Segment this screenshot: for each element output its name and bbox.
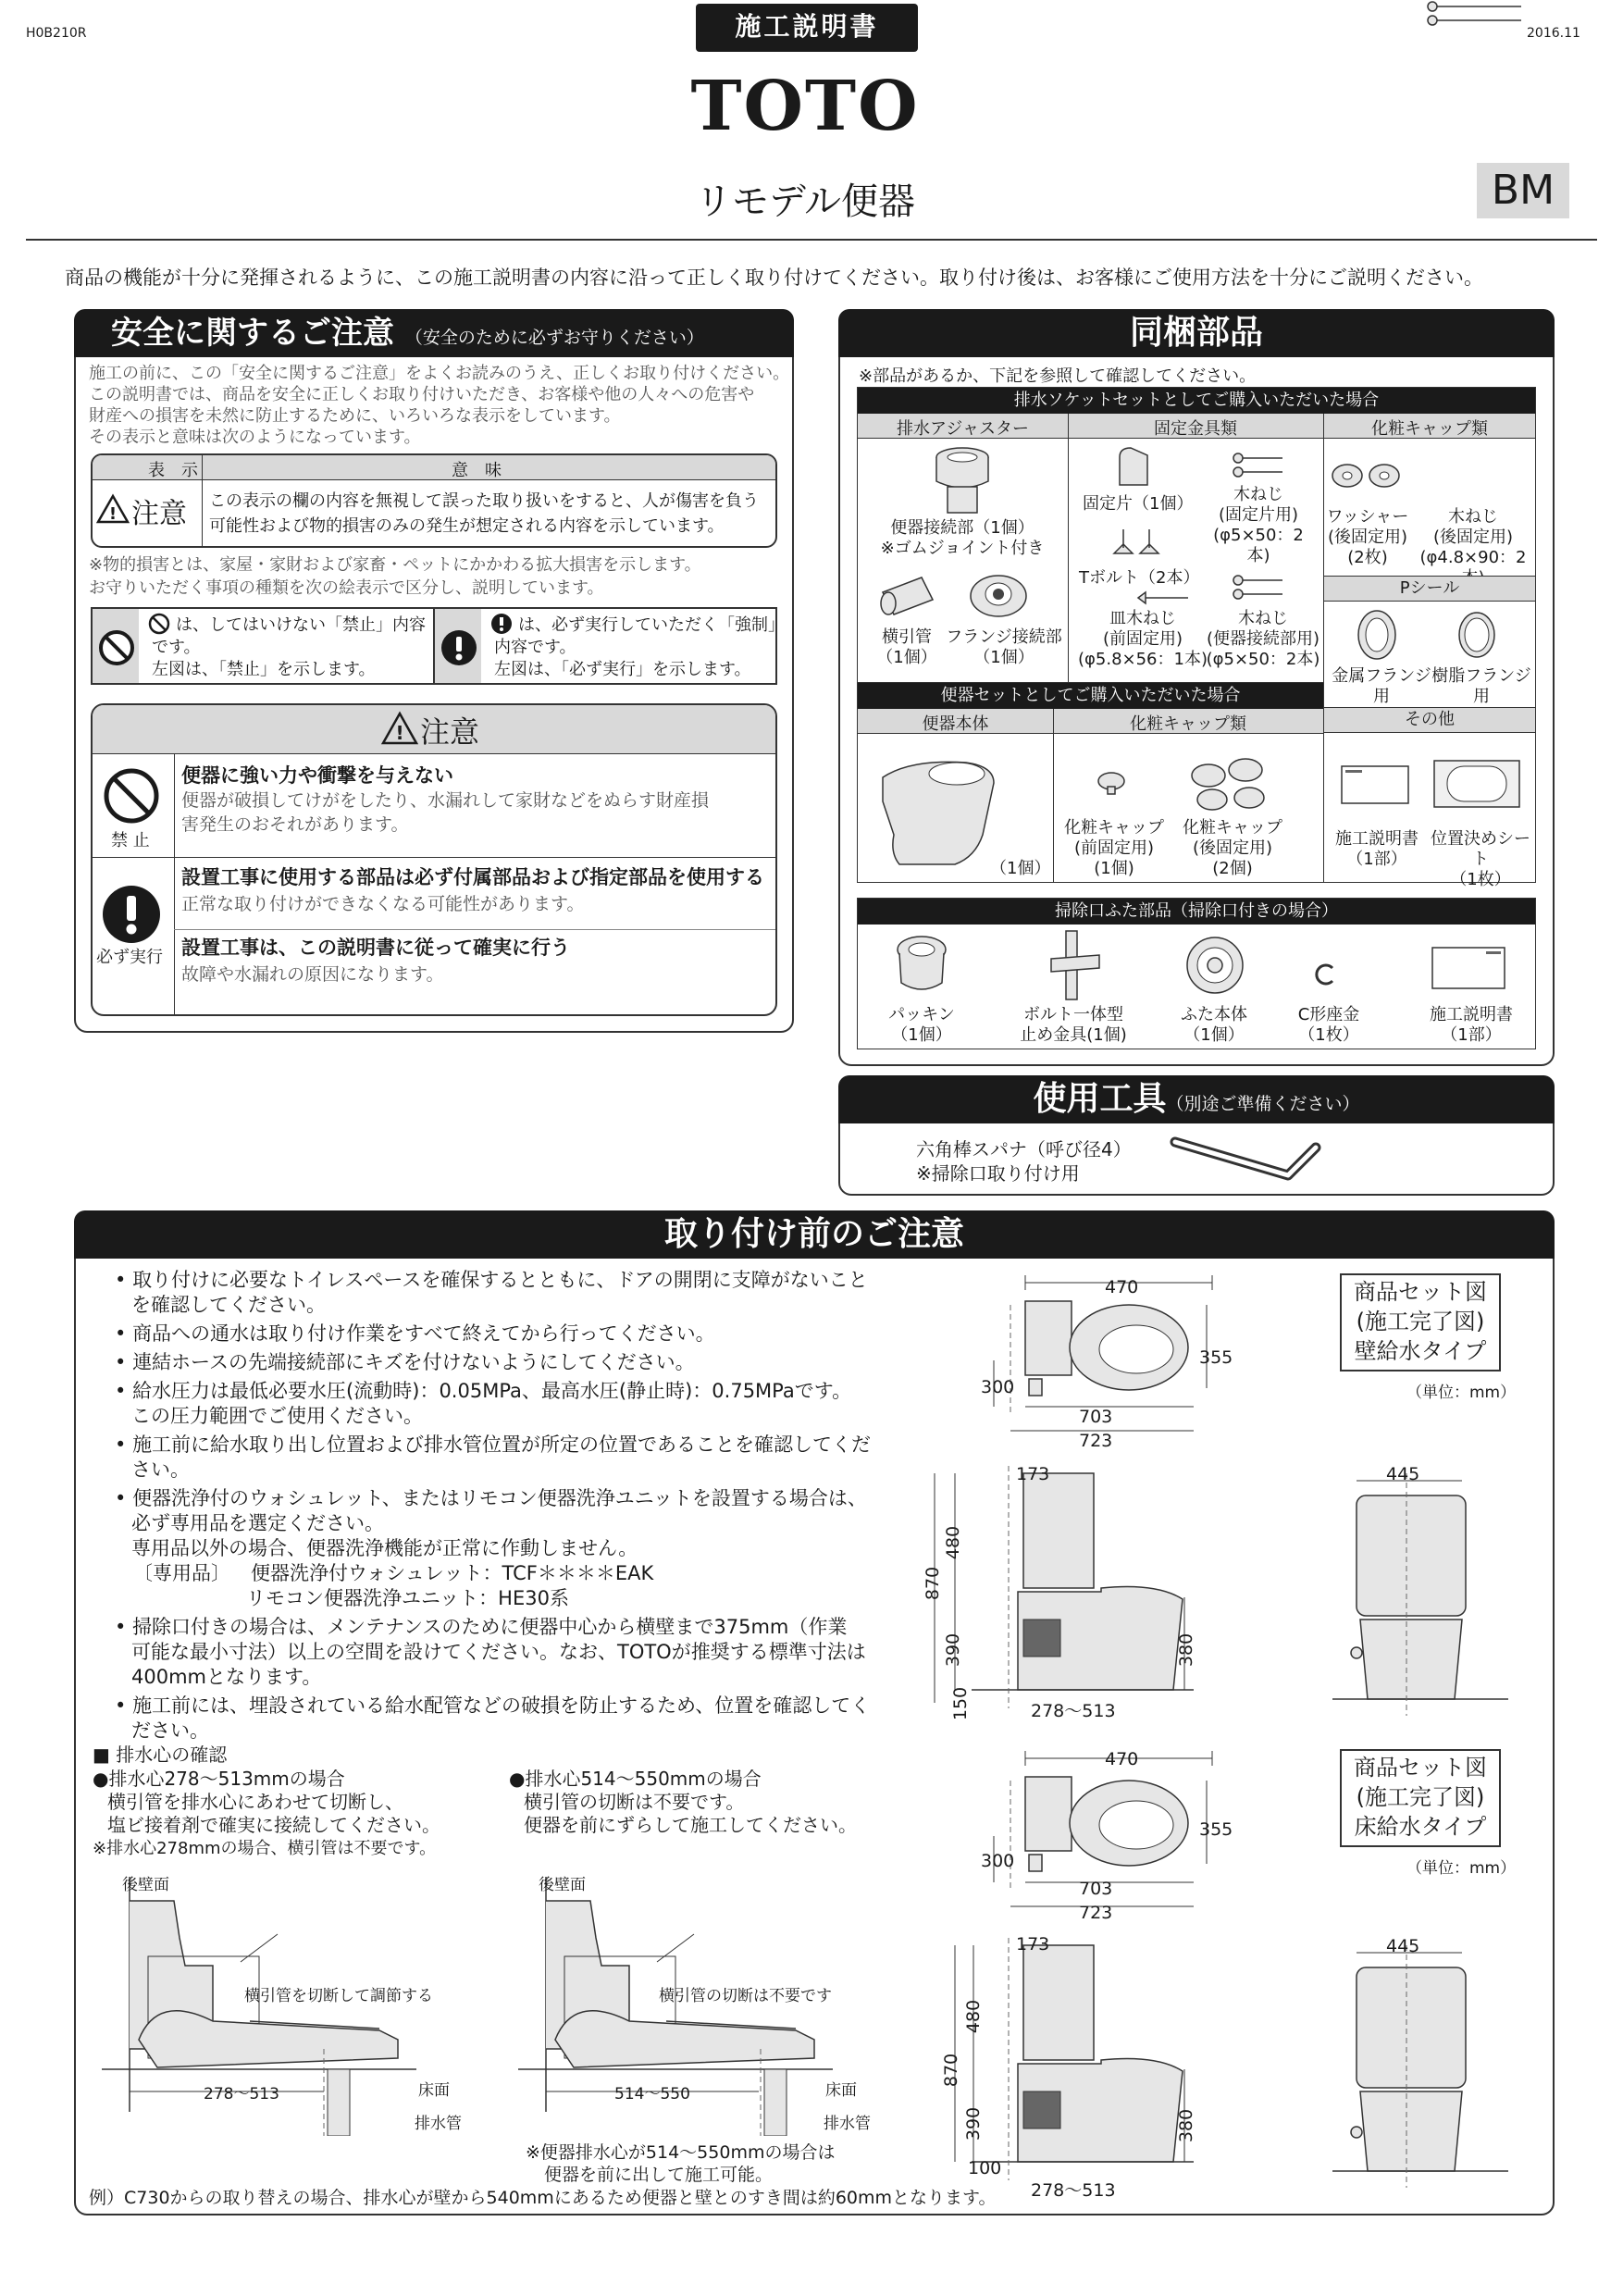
list-item: • 掃除口付きの場合は、メンテナンスのために便器中心から横壁まで375mm（作業 可能な最小寸法）以上の空間を設けてください。なお、TOTOが推奨する標準寸法は 400mmとなります。	[115, 1616, 866, 1688]
socket-set-title: 排水ソケットセットとしてご購入いただいた場合	[858, 388, 1535, 414]
col-cap2: 化粧キャップ類	[1130, 714, 1246, 734]
top-view-diagram-2	[925, 1744, 1231, 1919]
sheet-label: 位置決めシート （1枚）	[1431, 829, 1530, 889]
dim1-355: 355	[1199, 1347, 1233, 1368]
c-washer-image	[1312, 961, 1340, 988]
pseal-resin-image	[1455, 609, 1499, 661]
tools-title: 使用工具	[1033, 1080, 1167, 1118]
doc-date: 2016.11	[1527, 26, 1580, 41]
front-view-diagram-2	[1332, 1940, 1518, 2190]
other-header: その他	[1324, 708, 1535, 732]
pseal-metal-label: 金属フランジ用	[1332, 666, 1431, 706]
wall-label-2: 後壁面	[539, 1876, 586, 1894]
tool-note: ※掃除口取り付け用	[916, 1162, 1080, 1185]
packing-label: パッキン （1個）	[888, 1005, 955, 1045]
table-head-meaning: 意 味	[452, 461, 502, 480]
floor-label-2: 床面	[825, 2081, 857, 2100]
diagram2-label: 商品セット図 (施工完了図) 床給水タイプ	[1354, 1755, 1487, 1840]
dim1-278: 278～513	[1031, 1701, 1116, 1721]
case2-note: ※便器排水心が514～550mmの場合は 便器を前に出して施工可能。	[526, 2142, 836, 2185]
callout-2: 横引管の切断は不要です	[659, 1987, 832, 2005]
drain-case-1: ●排水心278～513mmの場合 横引管を排水心にあわせて切断し、 塩ビ接着剤で確実に接続してください。 ※排水心278mmの場合、横引管は不要です。	[93, 1768, 440, 1858]
prohibit-icon	[98, 629, 135, 666]
screw3-image	[1231, 574, 1286, 602]
svg-text:!: !	[108, 504, 118, 524]
caution-triangle-icon	[381, 711, 418, 746]
col-bowl: 便器本体	[922, 714, 989, 734]
diagram1-unit: （単位：mm）	[1406, 1384, 1517, 1402]
bolt-bracket-label: ボルト一体型 止め金具(1個)	[1020, 1005, 1127, 1045]
tbolt-label: Tボルト（2本）	[1079, 568, 1200, 588]
doc-type-badge: 施工説明書	[696, 4, 918, 52]
dim1-703: 703	[1079, 1407, 1113, 1427]
caution-item-1-title: 便器に強い力や衝撃を与えない	[181, 764, 453, 787]
list-item: • 商品への通水は取り付け作業をすべて終えてから行ってください。	[115, 1322, 715, 1345]
caution-item-2-desc: 正常な取り付けができなくなる可能性があります。	[181, 894, 585, 914]
model-badge: BM	[1477, 163, 1569, 218]
bolt-bracket-image	[1046, 929, 1107, 1003]
caution-label: 注意	[131, 498, 187, 530]
pseal-resin-label: 樹脂フランジ用	[1431, 666, 1531, 706]
dim1-380: 380	[1176, 1632, 1197, 1668]
lid-manual-label: 施工説明書 （1部）	[1430, 1005, 1513, 1045]
pseal-metal-image	[1355, 607, 1399, 663]
dim1-470: 470	[1105, 1277, 1139, 1297]
adjuster-label: 便器接続部（1個） ※ゴムジョイント付き	[880, 518, 1045, 558]
product-name: リモデル便器	[695, 180, 915, 223]
callout-1: 横引管を切断して調節する	[244, 1987, 433, 2005]
dim1-445: 445	[1386, 1464, 1420, 1484]
dim2-390: 390	[963, 2106, 985, 2141]
must-caption: 必ず実行	[96, 948, 163, 967]
prohibit-text: は、してはいけない「禁止」内容 です。 左図は、「禁止」を示します。	[152, 615, 426, 679]
diagram2-unit: （単位：mm）	[1406, 1859, 1517, 1878]
side-view-diagram-1	[916, 1462, 1212, 1712]
lid-image	[1183, 933, 1247, 998]
washer-image	[1331, 461, 1405, 490]
fix-piece-image	[1110, 444, 1157, 490]
flange-image	[966, 568, 1031, 624]
manual-label: 施工説明書 （1部）	[1335, 829, 1419, 869]
tool-item: 六角棒スパナ（呼び径4）	[916, 1138, 1132, 1160]
drain-label-2: 排水管	[824, 2115, 871, 2133]
list-item: • 取り付けに必要なトイレスペースを確保するとともに、ドアの開閉に支障がないこと を確認してください。	[115, 1269, 868, 1316]
screw3-label: 木ねじ (便器接続部用) (φ5×50：2本)	[1206, 609, 1320, 669]
packing-image	[888, 929, 955, 1003]
diagram1-label: 商品セット図 (施工完了図) 壁給水タイプ	[1354, 1279, 1487, 1364]
list-item: • 給水圧力は最低必要水圧(流動時)：0.05MPa、最高水圧(静止時)：0.75MPaです。 この圧力範囲でご使用ください。	[115, 1380, 852, 1427]
safety-subtitle: （安全のために必ずお守りください）	[404, 328, 704, 348]
must-do-icon-large	[102, 885, 161, 944]
bowl-image	[873, 746, 1003, 875]
drain-title: ■ 排水心の確認	[93, 1744, 228, 1766]
sheet-image	[1432, 759, 1521, 809]
lid-manual-image	[1431, 946, 1506, 990]
list-item: • 便器洗浄付のウォシュレット、またはリモコン便器洗浄ユニットを設置する場合は、 必ず専用品を選定ください。 専用品以外の場合、便器洗浄機能が正常に作動しません。	[115, 1487, 867, 1559]
pipe-label: 横引管 （1個）	[876, 627, 937, 667]
dim1-723: 723	[1079, 1431, 1113, 1451]
dim1-173: 173	[1016, 1464, 1050, 1484]
cap-front-label: 化粧キャップ (前固定用) (1個)	[1064, 818, 1164, 878]
list-item: • 施工前には、埋設されている給水配管などの破損を防止するため、位置を確認してく ださい。	[115, 1694, 871, 1742]
pseal-header: Pシール	[1324, 577, 1535, 601]
dim2-723: 723	[1079, 1903, 1113, 1923]
doc-code: H0B210R	[26, 26, 87, 41]
dim1-300: 300	[981, 1377, 1015, 1397]
dim2-703: 703	[1079, 1879, 1113, 1899]
col-cap: 化粧キャップ類	[1371, 419, 1488, 439]
must-do-icon	[440, 629, 477, 666]
bowl-set-title: 便器セットとしてご購入いただいた場合	[858, 683, 1323, 709]
dedicated-label: 〔専用品〕	[133, 1562, 230, 1584]
bowl-qty: （1個）	[990, 859, 1051, 878]
safety-title: 安全に関するご注意	[111, 315, 394, 352]
dim-2: 514～550	[614, 2085, 690, 2104]
prohibit-caption: 禁 止	[111, 831, 150, 850]
parts-note: ※部品があるか、下記を参照して確認してください。	[859, 366, 1257, 386]
col-adjuster: 排水アジャスター	[897, 419, 1029, 439]
cleanout-title: 掃除口ふた部品（掃除口付きの場合）	[858, 899, 1535, 925]
dim1-480: 480	[943, 1525, 964, 1560]
dim1-390: 390	[943, 1632, 964, 1668]
manual-image	[1340, 764, 1410, 805]
fix-piece-label: 固定片（1個）	[1083, 494, 1194, 514]
c-washer-label: C形座金 （1枚）	[1297, 1005, 1360, 1045]
tools-subtitle: （別途ご準備ください）	[1166, 1094, 1360, 1114]
dim2-380: 380	[1176, 2108, 1197, 2143]
caution-item-2-title: 設置工事に使用する部品は必ず付属部品および指定部品を使用する	[181, 866, 764, 888]
prohibit-icon-large	[102, 766, 161, 825]
wall-label-1: 後壁面	[122, 1876, 169, 1894]
svg-text:!: !	[395, 722, 404, 744]
top-view-diagram-1	[925, 1268, 1231, 1444]
dim2-173: 173	[1016, 1934, 1050, 1955]
safety-notes: ※物的損害とは、家屋・家財および家畜・ペットにかかわる拡大損害を示します。 お守りいただく事項の種類を次の絵表示で区分し、説明しています。	[89, 555, 701, 598]
dim2-445: 445	[1386, 1936, 1420, 1956]
dim2-355: 355	[1199, 1819, 1233, 1840]
dim2-870: 870	[941, 2053, 962, 2088]
cap-rear-label: 化粧キャップ (後固定用) (2個)	[1183, 818, 1282, 878]
dim1-870: 870	[923, 1566, 944, 1601]
dim2-480: 480	[963, 1999, 985, 2034]
precaution-list	[115, 1268, 871, 1744]
dim-1: 278～513	[204, 2085, 279, 2104]
caution-meaning: この表示の欄の内容を無視して誤った取り扱いをすると、人が傷害を負う 可能性および物的損害のみの発生が想定される内容を示しています。	[209, 491, 759, 536]
front-view-diagram-1	[1332, 1468, 1518, 1718]
caution-item-3-title: 設置工事は、この説明書に従って確実に行う	[181, 937, 570, 959]
list-item: • 連結ホースの先端接続部にキズを付けないようにしてください。	[115, 1351, 695, 1373]
dedicated-2: リモコン便器洗浄ユニット：HE30系	[246, 1587, 569, 1609]
dim2-300: 300	[981, 1851, 1015, 1871]
tbolt-image	[1109, 526, 1164, 563]
list-item: • 施工前に給水取り出し位置および排水管位置が所定の位置であることを確認してくだ さい。	[115, 1433, 872, 1481]
dim2-100: 100	[968, 2158, 1002, 2178]
screw4-image	[1425, 0, 1527, 28]
drain-case-2: ●排水心514～550mmの場合 横引管の切断は不要です。 便器を前にずらして施工してください。	[509, 1768, 857, 1836]
pipe-image	[875, 572, 940, 620]
caution-item-3-desc: 故障や水漏れの原因になります。	[181, 964, 444, 985]
brand-logo: TOTO	[690, 67, 920, 146]
col-fixing: 固定金具類	[1154, 419, 1237, 439]
safety-intro: 施工の前に、この「安全に関するご注意」をよくお読みのうえ、正しくお取り付けください。 この説明書では、商品を安全に正しくお取り付けいただき、お客様や他の人々への危害や 財産への損害を未然に防止するために、いろいろな表示をしています。 その表示と意味は次のようになっています。	[89, 364, 790, 447]
floor-label-1: 床面	[418, 2081, 450, 2100]
caution-title: 注意	[420, 714, 480, 750]
screw2-image	[1136, 589, 1192, 607]
dedicated-1: 便器洗浄付ウォシュレット：TCF＊＊＊＊EAK	[251, 1562, 654, 1584]
screw4-label: 木ねじ (後固定用) (φ4.8×90：2	[1419, 507, 1527, 567]
adjuster-image	[925, 444, 999, 518]
screw1-image	[1231, 452, 1286, 479]
must-text: は、必ず実行していただく「強制」 内容です。 左図は、「必ず実行」を示します。	[494, 615, 785, 679]
caution-item-1-desc: 便器が破損してけがをしたり、水漏れして家財などをぬらす財産損 害発生のおそれがあります。	[181, 790, 710, 835]
cap-rear-image	[1181, 755, 1273, 814]
drain-label-1: 排水管	[415, 2115, 462, 2133]
table-head-display: 表 示	[148, 461, 198, 480]
safety-header	[74, 309, 794, 357]
flange-label: フランジ接続部 （1個）	[946, 627, 1062, 667]
cap-front-image	[1096, 770, 1127, 796]
hex-wrench-image	[1170, 1129, 1327, 1185]
example-note: 例）C730からの取り替えの場合、排水心が壁から540mmにあるため便器と壁とのすき間は約60mmとなります。	[89, 2188, 997, 2208]
dim2-278: 278～513	[1031, 2180, 1116, 2201]
warning-triangle-icon	[96, 493, 130, 525]
dim1-150: 150	[950, 1686, 972, 1721]
precautions-title: 取り付け前のご注意	[74, 1210, 1555, 1259]
intro-text: 商品の機能が十分に発揮されるように、この施工説明書の内容に沿って正しく取り付けてください。取り付け後は、お客様にご使用方法を十分にご説明ください。	[65, 267, 1483, 289]
dim2-470: 470	[1105, 1749, 1139, 1769]
lid-label: ふた本体 （1個）	[1181, 1005, 1247, 1045]
parts-title: 同梱部品	[838, 309, 1555, 357]
washer-label: ワッシャー (後固定用) (2枚)	[1326, 507, 1409, 567]
tools-header	[838, 1075, 1555, 1123]
screw2-label: 皿木ねじ (前固定用) (φ5.8×56：1本)	[1078, 609, 1208, 669]
screw1-label: 木ねじ (固定片用) (φ5×50：2本)	[1213, 485, 1304, 565]
